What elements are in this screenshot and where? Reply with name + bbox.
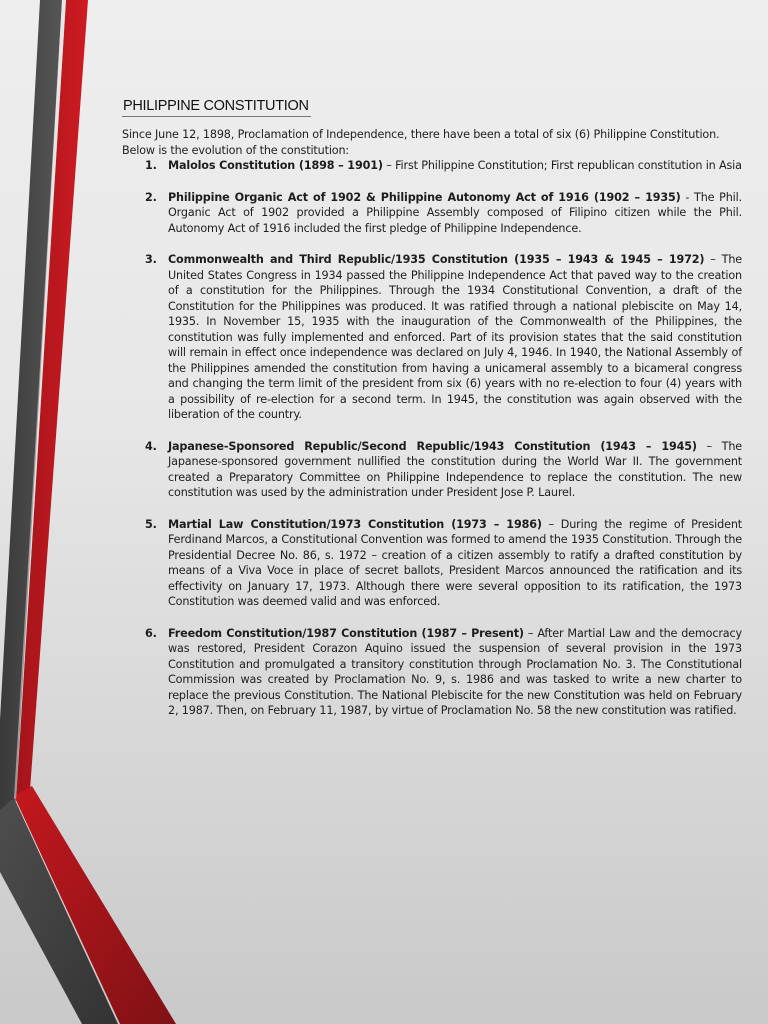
list-item-2: [122, 190, 742, 237]
constitution-list: [122, 158, 742, 719]
item-body: – The Japanese-sponsored government nullified the constitution during the World War II. The government created a Preparatory Committee on Philippine Independence to replace the constitution. The new constitution was used by the administration under President Jose P. Laurel.: [168, 439, 742, 499]
item-heading: Freedom Constitution/1987 Constitution (1987 – Present): [168, 626, 524, 640]
list-item-1: [122, 158, 742, 174]
item-body: - The Phil. Organic Act of 1902 provided a Philippine Assembly composed of Filipino citizen while the Phil. Autonomy Act of 1916 included the first pledge of Philippine Independence.: [168, 190, 743, 235]
item-body: – The United States Congress in 1934 passed the Philippine Independence Act that paved way to the creation of a constitution for the Philippines. Through the 1934 Constitutional Convention, a draft of the Constitution for the Philippines was produced. It was ratified through a national plebiscite on May 14, 1935. In November 15, 1935 with the inauguration of the Commonwealth of the Philippines, the constitution was fully implemented and enforced. Part of its provision states that the said constitution will remain in effect once independence was declared on July 4, 1946. In 1940, the National Assembly of the Philippines amended the constitution from having a unicameral assembly to a bicameral congress and changing the term limit of the president from six (6) years with no re-election to four (4) years with a possibility of re-election for a second term. In 1945, the constitution was again observed with the liberation of the country.: [168, 253, 742, 421]
item-heading: Malolos Constitution (1898 – 1901): [168, 159, 383, 172]
item-number: 2.: [145, 190, 157, 204]
item-heading: Martial Law Constitution/1973 Constitution (1973 – 1986): [168, 517, 542, 531]
list-item-3: [122, 252, 742, 423]
item-heading: Philippine Organic Act of 1902 & Philippine Autonomy Act of 1916 (1902 – 1935): [168, 190, 681, 204]
list-item-5: [122, 517, 742, 610]
item-body: – First Philippine Constitution; First republican constitution in Asia: [382, 159, 742, 172]
item-number: 6.: [145, 626, 157, 640]
item-heading: Commonwealth and Third Republic/1935 Constitution (1935 – 1943 & 1945 – 1972): [168, 253, 705, 266]
intro-paragraph: Since June 12, 1898, Proclamation of Independence, there have been a total of six (6) Philippine Constitution. Below is the evolution of the constitution:: [122, 128, 720, 157]
document-body: [122, 95, 742, 719]
list-item-4: [122, 439, 742, 501]
item-heading: Japanese-Sponsored Republic/Second Republic/1943 Constitution (1943 – 1945): [168, 439, 697, 453]
item-number: 1.: [145, 159, 157, 172]
item-number: 5.: [145, 517, 157, 531]
item-number: 4.: [145, 439, 157, 453]
page-title: PHILIPPINE CONSTITUTION: [122, 97, 311, 117]
item-body: – During the regime of President Ferdinand Marcos, a Constitutional Convention was formed to amend the 1935 Constitution. Through the Presidential Decree No. 86, s. 1972 – creation of a citizen assembly to ratify a drafted constitution by means of a Viva Voce in place of secret ballots, President Marcos announced the ratification and its effectivity on January 17, 1973. Although there were several opposition to its ratification, the 1973 Constitution was deemed valid and was enforced.: [168, 517, 742, 608]
list-item-6: [122, 626, 742, 719]
item-body: – After Martial Law and the democracy was restored, President Corazon Aquino issued the suspension of several provision in the 1973 Constitution and promulgated a transitory constitution through Proclamation No. 3. The Constitutional Commission was created by Proclamation No. 9, s. 1986 and was tasked to write a new charter to replace the previous Constitution. The National Plebiscite for the new Constitution was held on February 2, 1987. Then, on February 11, 1987, by virtue of Proclamation No. 58 the new constitution was ratified.: [168, 626, 742, 717]
item-number: 3.: [145, 253, 157, 266]
